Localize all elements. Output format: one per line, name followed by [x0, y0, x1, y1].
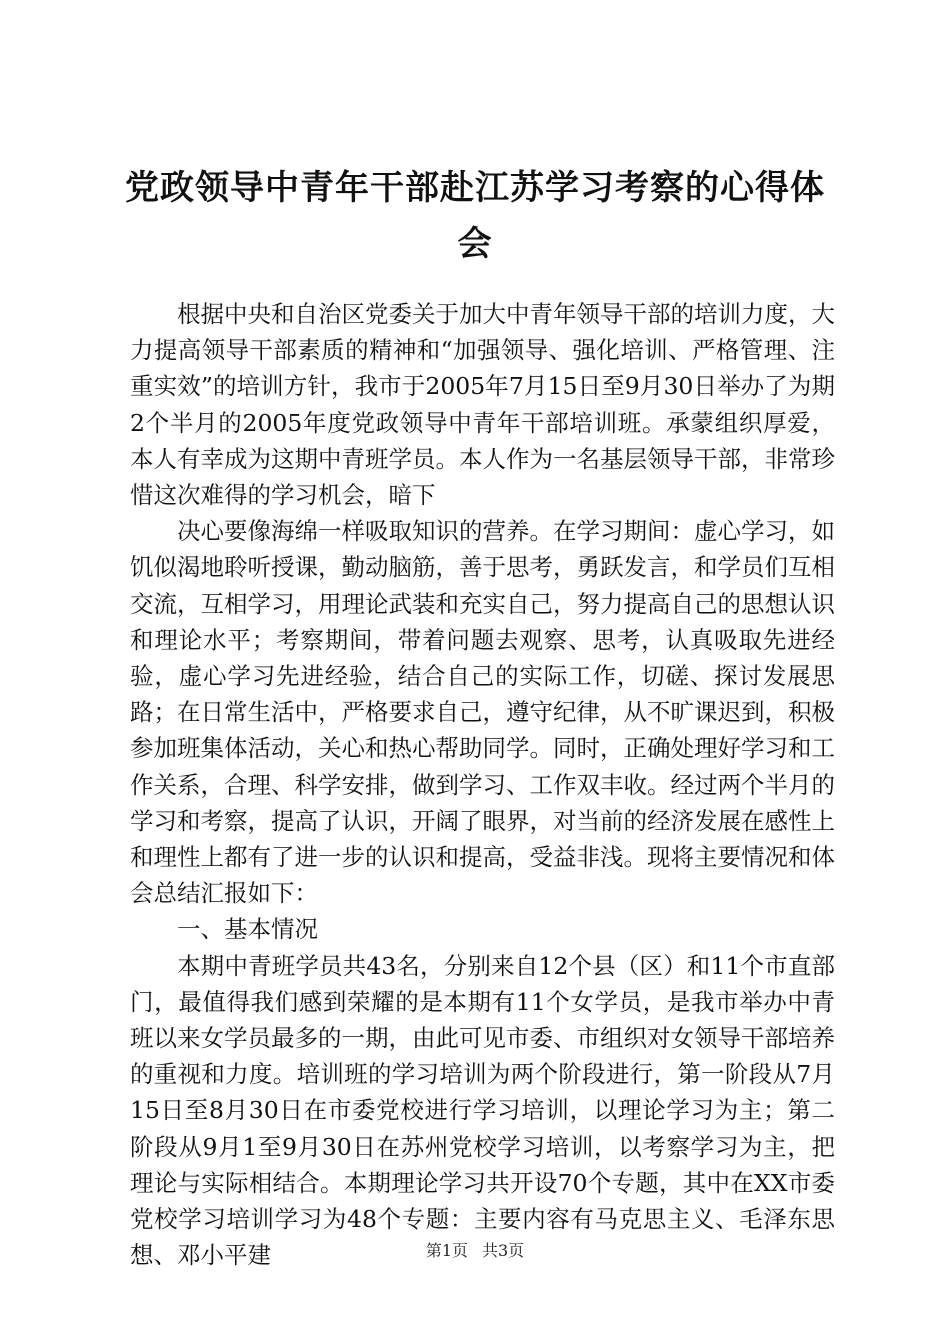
- page-number: 第1页: [425, 1241, 468, 1260]
- page-footer: [0, 1240, 950, 1262]
- document-body: [130, 296, 835, 1273]
- paragraph-intro: 根据中央和自治区党委关于加大中青年领导干部的培训力度，大力提高领导干部素质的精神和“加强领导、强化培训、严格管理、注重实效”的培训方针，我市于2005年7月15日至9月30日举办了为期2个半月的2005年度党政领导中青年干部培训班。承蒙组织厚爱，本人有幸成为这期中青班学员。本人作为一名基层领导干部，非常珍惜这次难得的学习机会，暗下: [130, 300, 835, 510]
- page-total: 共3页: [482, 1241, 525, 1260]
- paragraph-study: 决心要像海绵一样吸取知识的营养。在学习期间：虚心学习，如饥似渴地聆听授课，勤动脑筋，善于思考，勇跃发言，和学员们互相交流，互相学习，用理论武装和充实自己，努力提高自己的思想认识和理论水平；考察期间，带着问题去观察、思考，认真吸取先进经验，虚心学习先进经验，结合自己的实际工作，切磋、探讨发展思路；在日常生活中，严格要求自己，遵守纪律，从不旷课迟到，积极参加班集体活动，关心和热心帮助同学。同时，正确处理好学习和工作关系，合理、科学安排，做到学习、工作双丰收。经过两个半月的学习和考察，提高了认识，开阔了眼界，对当前的经济发展在感性上和理性上都有了进一步的认识和提高，受益非浅。现将主要情况和体会总结汇报如下：: [130, 517, 835, 908]
- section-heading-basic: 一、基本情况: [177, 915, 318, 944]
- document-title: 党政领导中青年干部赴江苏学习考察的心得体会: [125, 168, 825, 264]
- paragraph-basic-info: 本期中青班学员共43名，分别来自12个县（区）和11个市直部门，最值得我们感到荣耀的是本期有11个女学员，是我市举办中青班以来女学员最多的一期，由此可见市委、市组织对女领导干部培养的重视和力度。培训班的学习培训为两个阶段进行，第一阶段从7月15日至8月30日在市委党校进行学习培训，以理论学习为主；第二阶段从9月1至9月30日在苏州党校学习培训，以考察学习为主，把理论与实际相结合。本期理论学习共开设70个专题，其中在XX市委党校学习培训学习为48个专题：主要内容有马克思主义、毛泽东思想、邓小平建: [130, 951, 835, 1270]
